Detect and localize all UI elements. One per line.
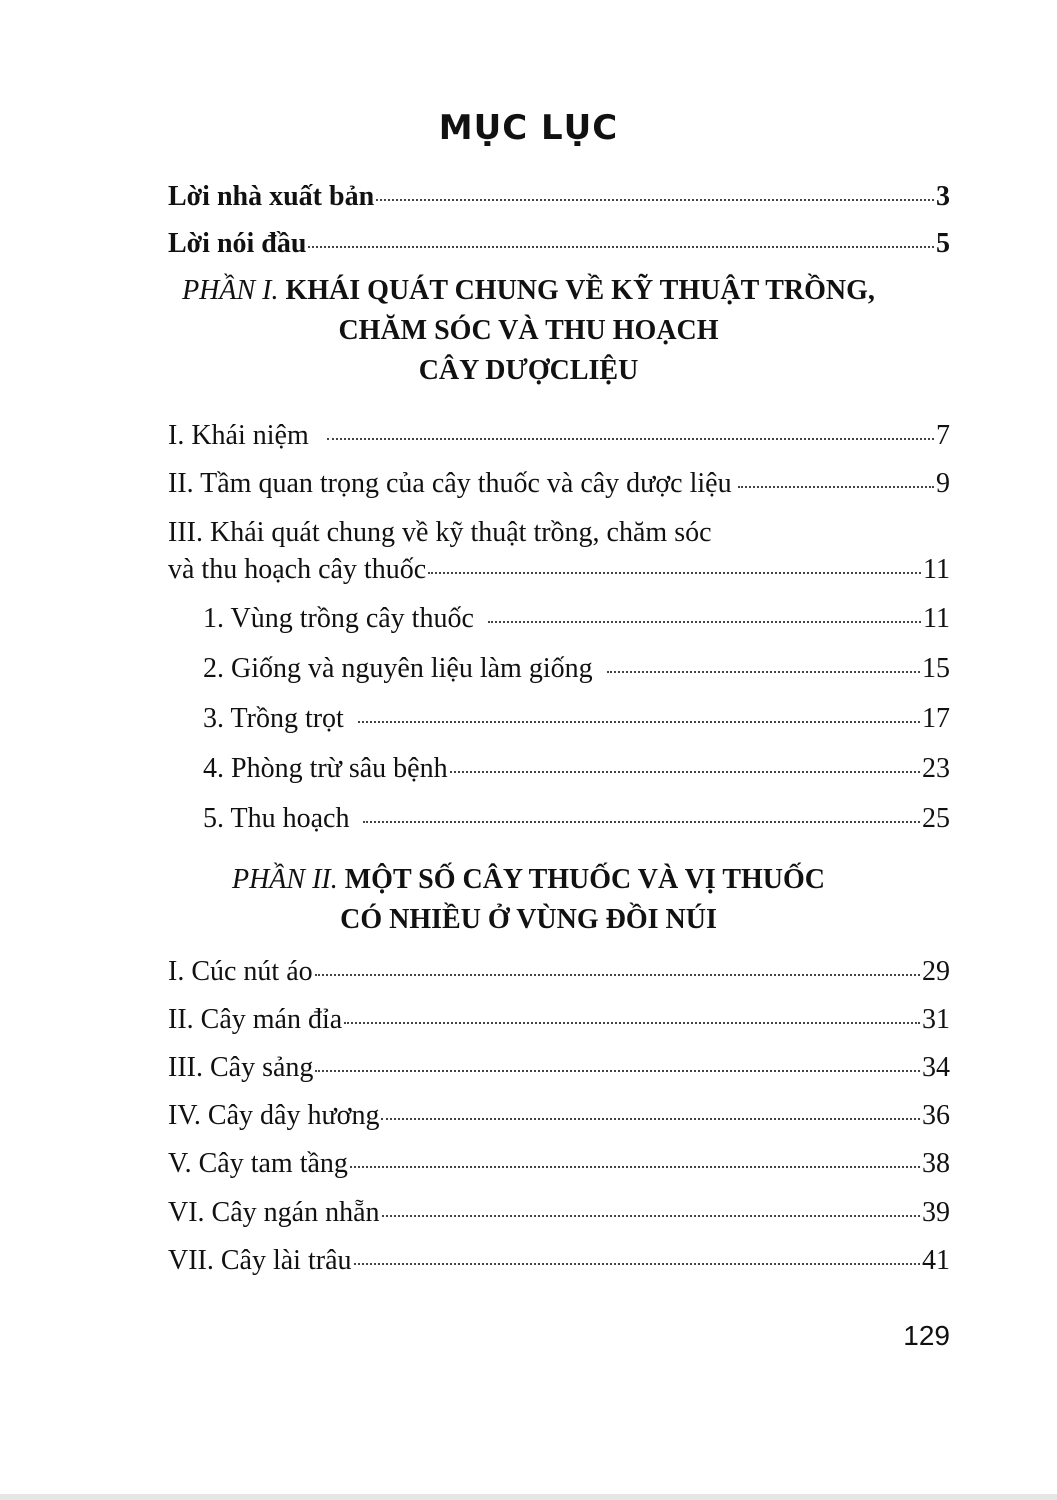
bottom-edge bbox=[0, 1494, 1057, 1500]
dot-leader bbox=[350, 1166, 920, 1168]
part-heading-line bbox=[0, 860, 1057, 900]
toc-entry-label: 2. Giống và nguyên liệu làm giống bbox=[203, 653, 593, 684]
dot-leader bbox=[315, 1070, 920, 1072]
toc-entry-page: 41 bbox=[922, 1245, 950, 1276]
part-heading-line: CHĂM SÓC VÀ THU HOẠCH bbox=[338, 315, 719, 346]
toc-entry-page: 31 bbox=[922, 1004, 950, 1035]
toc-entry-label: 3. Trồng trọt bbox=[203, 703, 344, 734]
dot-leader bbox=[308, 246, 934, 248]
dot-leader bbox=[382, 1215, 920, 1217]
toc-entry-page: 17 bbox=[922, 703, 950, 734]
dot-leader bbox=[428, 572, 921, 574]
part-title: MỘT SỐ CÂY THUỐC VÀ VỊ THUỐC bbox=[344, 864, 825, 895]
dot-leader bbox=[327, 438, 934, 440]
toc-entry-label: II. Cây mán đỉa bbox=[168, 1004, 343, 1035]
toc-entry-label: 4. Phòng trừ sâu bệnh bbox=[203, 753, 448, 784]
toc-entry-label: V. Cây tam tầng bbox=[168, 1148, 348, 1179]
toc-entry bbox=[168, 955, 950, 989]
toc-entry-label: I. Khái niệm bbox=[168, 420, 309, 451]
dot-leader bbox=[344, 1022, 920, 1024]
toc-entry bbox=[168, 180, 950, 214]
toc-entry-page: 29 bbox=[922, 956, 950, 987]
toc-entry-label: Lời nói đầu bbox=[168, 228, 307, 259]
toc-entry bbox=[168, 419, 950, 453]
toc-entry-page: 25 bbox=[922, 803, 950, 834]
toc-subentry bbox=[203, 652, 950, 686]
dot-leader bbox=[315, 974, 920, 976]
toc-entry bbox=[168, 1051, 950, 1085]
dot-leader bbox=[381, 1118, 920, 1120]
part-heading-line: CÓ NHIỀU Ở VÙNG ĐỒI NÚI bbox=[340, 904, 717, 935]
toc-entry-page: 11 bbox=[923, 603, 950, 634]
dot-leader bbox=[358, 721, 920, 723]
toc-entry-label: III. Cây sảng bbox=[168, 1052, 314, 1083]
part-heading-line bbox=[0, 271, 1057, 311]
toc-entry-label-line1: III. Khái quát chung về kỹ thuật trồng, chăm sóc bbox=[168, 517, 712, 548]
dot-leader bbox=[607, 671, 920, 673]
toc-entry-label: IV. Cây dây hương bbox=[168, 1100, 380, 1131]
dot-leader bbox=[376, 199, 934, 201]
toc-entry-page: 39 bbox=[922, 1197, 950, 1228]
part-title: KHÁI QUÁT CHUNG VỀ KỸ THUẬT TRỒNG, bbox=[285, 275, 875, 306]
part-heading-line: CÂY DƯỢCLIỆU bbox=[418, 355, 639, 386]
page-title: MỤC LỤC bbox=[438, 108, 619, 148]
toc-subentry bbox=[203, 702, 950, 736]
toc-entry-page: 9 bbox=[936, 468, 950, 499]
toc-entry-page: 7 bbox=[936, 420, 950, 451]
part-prefix: PHẦN II. bbox=[231, 864, 338, 895]
page-number: 129 bbox=[903, 1320, 950, 1351]
toc-entry-label: 5. Thu hoạch bbox=[203, 803, 350, 834]
toc-entry-page: 23 bbox=[922, 753, 950, 784]
toc-entry bbox=[168, 467, 950, 501]
toc-entry bbox=[168, 1147, 950, 1181]
toc-entry-page: 11 bbox=[923, 554, 950, 585]
toc-entry-page: 38 bbox=[922, 1148, 950, 1179]
toc-entry-label: VI. Cây ngán nhẵn bbox=[168, 1197, 380, 1228]
toc-entry-label: II. Tầm quan trọng của cây thuốc và cây dược liệu bbox=[168, 468, 732, 499]
toc-subentry bbox=[203, 602, 950, 636]
toc-entry-label: 1. Vùng trồng cây thuốc bbox=[203, 603, 474, 634]
dot-leader bbox=[488, 621, 921, 623]
toc-entry-label: I. Cúc nút áo bbox=[168, 956, 313, 987]
toc-entry-page: 15 bbox=[922, 653, 950, 684]
dot-leader bbox=[738, 486, 934, 488]
toc-entry-label: VII. Cây lài trâu bbox=[168, 1245, 352, 1276]
toc-entry-page: 36 bbox=[922, 1100, 950, 1131]
toc-entry bbox=[168, 1003, 950, 1037]
dot-leader bbox=[354, 1263, 921, 1265]
toc-subentry bbox=[203, 752, 950, 786]
toc-entry-page: 34 bbox=[922, 1052, 950, 1083]
toc-entry bbox=[168, 1196, 950, 1230]
toc-entry-label: và thu hoạch cây thuốc bbox=[168, 554, 427, 585]
toc-entry bbox=[168, 1099, 950, 1133]
dot-leader bbox=[450, 771, 920, 773]
dot-leader bbox=[363, 821, 920, 823]
toc-entry-page: 3 bbox=[936, 181, 950, 212]
toc-entry bbox=[168, 227, 950, 261]
toc-entry bbox=[168, 553, 950, 587]
toc-entry-page: 5 bbox=[936, 228, 950, 259]
toc-entry bbox=[168, 1244, 950, 1278]
part-prefix: PHẦN I. bbox=[182, 275, 279, 306]
toc-subentry bbox=[203, 802, 950, 836]
toc-entry-label: Lời nhà xuất bản bbox=[168, 181, 375, 212]
